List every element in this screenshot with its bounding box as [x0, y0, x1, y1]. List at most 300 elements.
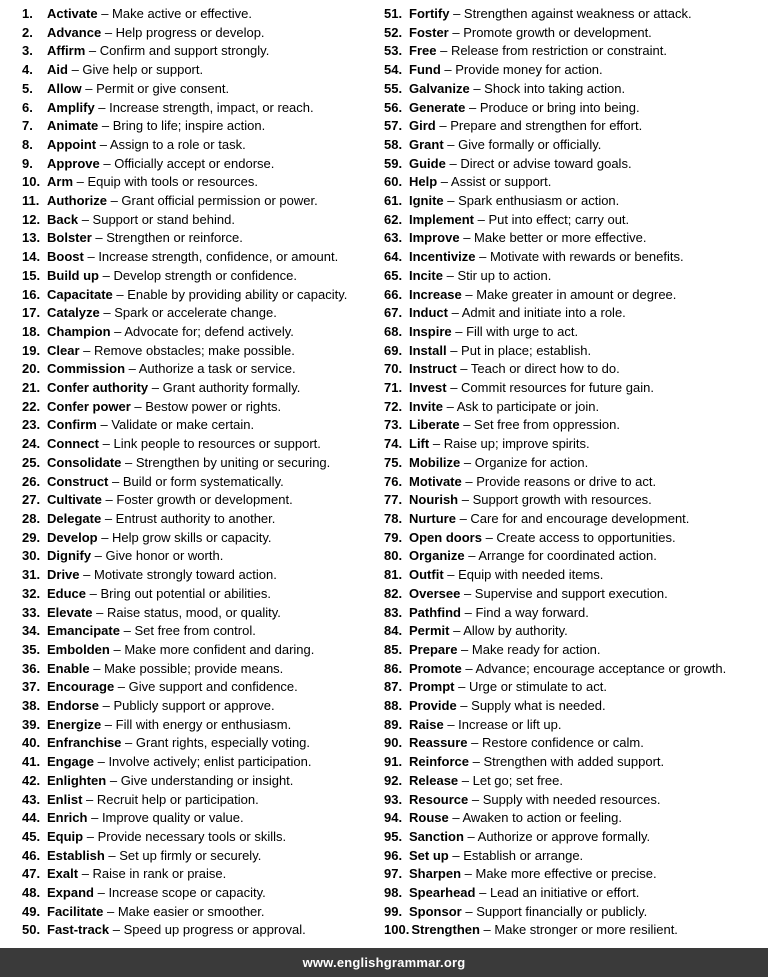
item-definition: Fill with urge to act.: [466, 323, 579, 339]
item-text: [47, 791, 259, 810]
item-text: [409, 529, 676, 548]
item-separator: –: [463, 828, 478, 844]
item-word: Boost: [47, 249, 84, 265]
item-text: [47, 734, 310, 753]
item-number: 43.: [22, 791, 41, 807]
item-separator: –: [448, 810, 463, 826]
item-separator: –: [460, 585, 475, 601]
item-separator: –: [461, 286, 477, 302]
item-number: 33.: [22, 604, 41, 620]
item-word: Endorse: [47, 698, 100, 714]
item-word: Construct: [47, 473, 109, 489]
item-word: Incite: [409, 267, 443, 283]
item-word: Incentivize: [409, 249, 476, 265]
list-item: [384, 155, 768, 174]
item-number: 58.: [384, 136, 403, 152]
item-definition: Raise in rank or praise.: [92, 866, 227, 882]
item-word: Consolidate: [47, 454, 122, 470]
item-word: Sanction: [409, 828, 464, 844]
item-word: Delegate: [47, 510, 102, 526]
item-separator: –: [454, 679, 469, 695]
item-text: [409, 641, 601, 660]
item-separator: –: [96, 417, 112, 433]
item-separator: –: [112, 286, 128, 302]
item-word: Set up: [409, 847, 449, 863]
item-separator: –: [440, 62, 456, 78]
item-text: [409, 510, 689, 529]
list-item: [384, 716, 768, 735]
item-text: [409, 398, 599, 417]
list-item: [22, 435, 383, 454]
item-number: 53.: [384, 43, 403, 59]
item-word: Educe: [47, 585, 87, 601]
list-item: [384, 99, 768, 118]
list-item: [384, 304, 768, 323]
item-text: [409, 547, 657, 566]
item-number: 23.: [22, 417, 41, 433]
item-definition: Strengthen by uniting or securing.: [135, 454, 331, 470]
list-item: [22, 753, 383, 772]
item-separator: –: [448, 847, 464, 863]
item-word: Confer power: [47, 398, 131, 414]
item-definition: Increase or lift up.: [458, 716, 562, 732]
item-definition: Remove obstacles; make possible.: [94, 342, 295, 358]
item-definition: Organize for action.: [474, 454, 589, 470]
item-text: [409, 173, 551, 192]
item-word: Nourish: [409, 492, 459, 508]
item-number: 48.: [22, 885, 41, 901]
item-definition: Set up firmly or securely.: [119, 847, 262, 863]
item-definition: Commit resources for future gain.: [461, 380, 654, 396]
list-item: [384, 753, 768, 772]
item-number: 24.: [22, 436, 41, 452]
item-text: [409, 847, 583, 866]
item-text: [409, 24, 652, 43]
item-separator: –: [442, 398, 457, 414]
list-item: [384, 884, 768, 903]
item-word: Spearhead: [409, 885, 476, 901]
item-separator: –: [475, 885, 490, 901]
item-definition: Assign to a role or task.: [109, 136, 246, 152]
item-text: [47, 716, 291, 735]
item-word: Fund: [409, 62, 441, 78]
item-word: Cultivate: [47, 492, 102, 508]
item-number: 32.: [22, 585, 41, 601]
list-item: [384, 473, 768, 492]
item-word: Aid: [47, 62, 68, 78]
item-separator: –: [91, 548, 106, 564]
item-number: 38.: [22, 698, 41, 714]
item-text: [47, 622, 256, 641]
item-definition: Confirm and support strongly.: [99, 43, 270, 59]
list-item: [22, 809, 383, 828]
item-separator: –: [455, 510, 471, 526]
item-definition: Supervise and support execution.: [474, 585, 668, 601]
item-number: 65.: [384, 267, 403, 283]
item-number: 1.: [22, 6, 33, 21]
item-definition: Bring out potential or abilities.: [100, 585, 272, 601]
item-text: [47, 323, 294, 342]
item-text: [409, 716, 562, 735]
list-item: [384, 454, 768, 473]
item-definition: Permit or give consent.: [96, 80, 230, 96]
list-item: [384, 641, 768, 660]
item-number: 74.: [384, 436, 403, 452]
item-number: 9.: [22, 155, 33, 171]
item-text: [47, 248, 338, 267]
item-word: Reinforce: [409, 754, 469, 770]
item-definition: Strengthen with added support.: [483, 754, 665, 770]
list-item: [22, 566, 383, 585]
item-word: Liberate: [409, 417, 460, 433]
item-number: 19.: [22, 342, 41, 358]
item-word: Provide: [409, 698, 457, 714]
item-number: 57.: [384, 118, 403, 134]
list-item: [384, 660, 768, 679]
list-item: [22, 192, 383, 211]
item-definition: Set free from control.: [134, 623, 256, 639]
item-number: 91.: [384, 754, 403, 770]
list-item: [384, 791, 768, 810]
item-text: [409, 903, 647, 922]
list-item: [384, 398, 768, 417]
list-item: [384, 136, 768, 155]
item-word: Elevate: [47, 604, 93, 620]
item-word: Authorize: [47, 193, 107, 209]
list-item: [22, 379, 383, 398]
list-item: [22, 585, 383, 604]
item-number: 21.: [22, 380, 41, 396]
item-text: [47, 547, 223, 566]
item-definition: Increase strength, impact, or reach.: [109, 99, 314, 115]
item-separator: –: [93, 754, 109, 770]
item-word: Permit: [409, 623, 450, 639]
item-word: Resource: [409, 791, 469, 807]
item-separator: –: [82, 791, 97, 807]
list-item: [384, 828, 768, 847]
item-word: Rouse: [409, 810, 449, 826]
item-text: [47, 772, 293, 791]
list-item: [384, 510, 768, 529]
item-text: [409, 229, 647, 248]
item-number: 62.: [384, 211, 403, 227]
item-separator: –: [458, 772, 473, 788]
item-number: 42.: [22, 772, 41, 788]
item-text: [47, 416, 254, 435]
item-separator: –: [109, 641, 125, 657]
item-separator: –: [481, 529, 497, 545]
item-word: Reassure: [409, 735, 468, 751]
item-number: 20.: [22, 361, 41, 377]
item-text: [47, 660, 283, 679]
item-separator: –: [468, 754, 484, 770]
item-text: [409, 379, 654, 398]
item-separator: –: [89, 660, 105, 676]
item-separator: –: [436, 43, 451, 59]
list-item: [22, 716, 383, 735]
item-separator: –: [85, 43, 100, 59]
list-item: [384, 622, 768, 641]
item-separator: –: [78, 866, 93, 882]
item-separator: –: [461, 473, 477, 489]
item-word: Approve: [47, 155, 100, 171]
item-definition: Officially accept or endorse.: [114, 155, 275, 171]
item-separator: –: [464, 548, 479, 564]
item-word: Fast-track: [47, 922, 110, 938]
list-item: [384, 80, 768, 99]
item-number: 2.: [22, 24, 33, 40]
item-text: [47, 286, 347, 305]
list-item: [22, 416, 383, 435]
item-word: Expand: [47, 885, 94, 901]
item-text: [47, 398, 281, 417]
item-text: [47, 454, 330, 473]
item-separator: –: [99, 267, 114, 283]
list-item: [22, 80, 383, 99]
item-word: Promote: [409, 660, 462, 676]
list-item: [384, 229, 768, 248]
item-word: Improve: [409, 230, 460, 246]
item-word: Animate: [47, 118, 99, 134]
item-word: Free: [409, 43, 437, 59]
item-text: [47, 491, 293, 510]
item-number: 31.: [22, 567, 41, 583]
item-definition: Make easier or smoother.: [117, 903, 265, 919]
item-word: Arm: [47, 174, 74, 190]
item-word: Advance: [47, 24, 102, 40]
item-definition: Supply what is needed.: [471, 698, 606, 714]
item-word: Exalt: [47, 866, 79, 882]
item-separator: –: [101, 510, 116, 526]
website-url: www.englishgrammar.org: [302, 955, 466, 970]
item-number: 39.: [22, 716, 41, 732]
item-separator: –: [106, 772, 121, 788]
item-separator: –: [86, 585, 101, 601]
item-definition: Arrange for coordinated action.: [478, 548, 657, 564]
item-text: [411, 921, 678, 940]
item-text: [409, 416, 620, 435]
item-definition: Give support and confidence.: [128, 679, 298, 695]
item-text: [409, 734, 644, 753]
item-definition: Develop strength or confidence.: [113, 267, 298, 283]
list-item: [384, 585, 768, 604]
footer-bar: [0, 948, 768, 977]
item-separator: –: [456, 698, 472, 714]
item-number: 8.: [22, 136, 33, 152]
item-definition: Awaken to action or feeling.: [462, 810, 622, 826]
item-text: [409, 304, 626, 323]
item-number: 29.: [22, 529, 41, 545]
item-text: [47, 379, 300, 398]
item-word: Organize: [409, 548, 465, 564]
item-separator: –: [92, 604, 108, 620]
item-separator: –: [446, 380, 462, 396]
list-item: [22, 286, 383, 305]
item-definition: Fill with energy or enthusiasm.: [115, 716, 292, 732]
item-word: Amplify: [47, 99, 95, 115]
item-word: Develop: [47, 529, 98, 545]
item-text: [47, 42, 269, 61]
item-number: 92.: [384, 772, 403, 788]
item-number: 90.: [384, 735, 403, 751]
item-text: [409, 697, 606, 716]
item-separator: –: [475, 249, 490, 265]
item-text: [47, 641, 314, 660]
item-number: 71.: [384, 380, 403, 396]
item-separator: –: [461, 866, 476, 882]
list-item: [22, 529, 383, 548]
item-separator: –: [479, 922, 495, 938]
list-item: [384, 678, 768, 697]
item-word: Enlighten: [47, 772, 107, 788]
item-separator: –: [103, 903, 118, 919]
item-separator: –: [445, 155, 461, 171]
list-column-right: [383, 5, 768, 940]
item-definition: Shock into taking action.: [484, 80, 626, 96]
item-definition: Care for and encourage development.: [470, 510, 690, 526]
item-word: Enfranchise: [47, 735, 122, 751]
item-separator: –: [98, 118, 113, 134]
item-separator: –: [96, 136, 110, 152]
item-word: Galvanize: [409, 80, 470, 96]
list-item: [22, 5, 383, 24]
list-item: [384, 772, 768, 791]
list-item: [384, 903, 768, 922]
item-definition: Provide reasons or drive to act.: [476, 473, 657, 489]
list-item: [384, 24, 768, 43]
list-item: [22, 173, 383, 192]
item-text: [409, 678, 607, 697]
item-word: Inspire: [409, 323, 452, 339]
item-definition: Entrust authority to another.: [115, 510, 276, 526]
item-number: 76.: [384, 473, 403, 489]
item-text: [409, 772, 563, 791]
item-text: [47, 678, 298, 697]
item-definition: Publicly support or approve.: [113, 698, 275, 714]
item-definition: Establish or arrange.: [463, 847, 584, 863]
item-number: 99.: [384, 903, 403, 919]
list-item: [22, 155, 383, 174]
item-number: 86.: [384, 660, 403, 676]
item-text: [47, 61, 203, 80]
list-item: [384, 117, 768, 136]
item-definition: Provide money for action.: [455, 62, 603, 78]
item-separator: –: [448, 305, 462, 321]
item-separator: –: [437, 174, 451, 190]
list-item: [384, 5, 768, 24]
item-number: 88.: [384, 698, 403, 714]
item-definition: Link people to resources or support.: [113, 436, 321, 452]
item-separator: –: [451, 323, 467, 339]
item-definition: Ask to participate or join.: [456, 398, 600, 414]
item-number: 81.: [384, 567, 403, 583]
item-separator: –: [101, 492, 117, 508]
item-separator: –: [87, 810, 102, 826]
item-number: 72.: [384, 398, 403, 414]
item-separator: –: [101, 24, 116, 40]
list-item: [22, 61, 383, 80]
item-number: 93.: [384, 791, 403, 807]
item-text: [409, 5, 692, 24]
item-definition: Build or form systematically.: [122, 473, 284, 489]
item-definition: Spark enthusiasm or action.: [458, 193, 620, 209]
item-number: 59.: [384, 155, 403, 171]
item-number: 25.: [22, 454, 41, 470]
item-text: [409, 828, 650, 847]
item-number: 11.: [22, 193, 40, 209]
item-definition: Help grow skills or capacity.: [112, 529, 272, 545]
item-word: Open doors: [409, 529, 482, 545]
item-number: 69.: [384, 342, 403, 358]
list-item: [22, 398, 383, 417]
item-text: [47, 884, 266, 903]
item-word: Sharpen: [409, 866, 462, 882]
item-definition: Make more confident and daring.: [124, 641, 315, 657]
item-word: Prompt: [409, 679, 455, 695]
item-number: 100.: [384, 922, 410, 938]
item-word: Sponsor: [409, 903, 462, 919]
item-word: Ignite: [409, 193, 444, 209]
item-definition: Recruit help or participation.: [96, 791, 259, 807]
item-number: 63.: [384, 230, 403, 246]
item-number: 3.: [22, 43, 33, 59]
item-text: [409, 248, 684, 267]
list-item: [22, 884, 383, 903]
item-number: 22.: [22, 398, 41, 414]
list-item: [22, 117, 383, 136]
list-item: [22, 865, 383, 884]
item-definition: Make stronger or more resilient.: [494, 922, 678, 938]
item-word: Grant: [409, 136, 444, 152]
item-definition: Validate or make certain.: [111, 417, 255, 433]
item-separator: –: [94, 99, 110, 115]
item-word: Allow: [47, 80, 82, 96]
list-item: [22, 360, 383, 379]
item-word: Pathfind: [409, 604, 461, 620]
item-text: [47, 753, 311, 772]
item-word: Confer authority: [47, 380, 149, 396]
item-definition: Equip with needed items.: [458, 567, 604, 583]
item-text: [47, 24, 265, 43]
item-text: [409, 99, 640, 118]
list-item: [384, 360, 768, 379]
item-definition: Assist or support.: [450, 174, 552, 190]
item-separator: –: [148, 380, 163, 396]
item-text: [409, 267, 551, 286]
list-item: [384, 42, 768, 61]
item-text: [409, 566, 603, 585]
item-text: [47, 903, 265, 922]
item-word: Champion: [47, 323, 111, 339]
item-word: Motivate: [409, 473, 462, 489]
list-item: [384, 173, 768, 192]
item-text: [47, 828, 286, 847]
item-separator: –: [459, 230, 475, 246]
item-number: 16.: [22, 286, 41, 302]
item-number: 50.: [22, 922, 41, 938]
item-definition: Bestow power or rights.: [145, 398, 282, 414]
item-number: 13.: [22, 230, 41, 246]
item-number: 84.: [384, 623, 403, 639]
item-number: 66.: [384, 286, 403, 302]
item-definition: Create access to opportunities.: [496, 529, 676, 545]
item-text: [47, 697, 275, 716]
item-number: 82.: [384, 585, 403, 601]
item-text: [47, 435, 321, 454]
item-number: 27.: [22, 492, 41, 508]
item-word: Guide: [409, 155, 446, 171]
item-text: [47, 921, 306, 940]
